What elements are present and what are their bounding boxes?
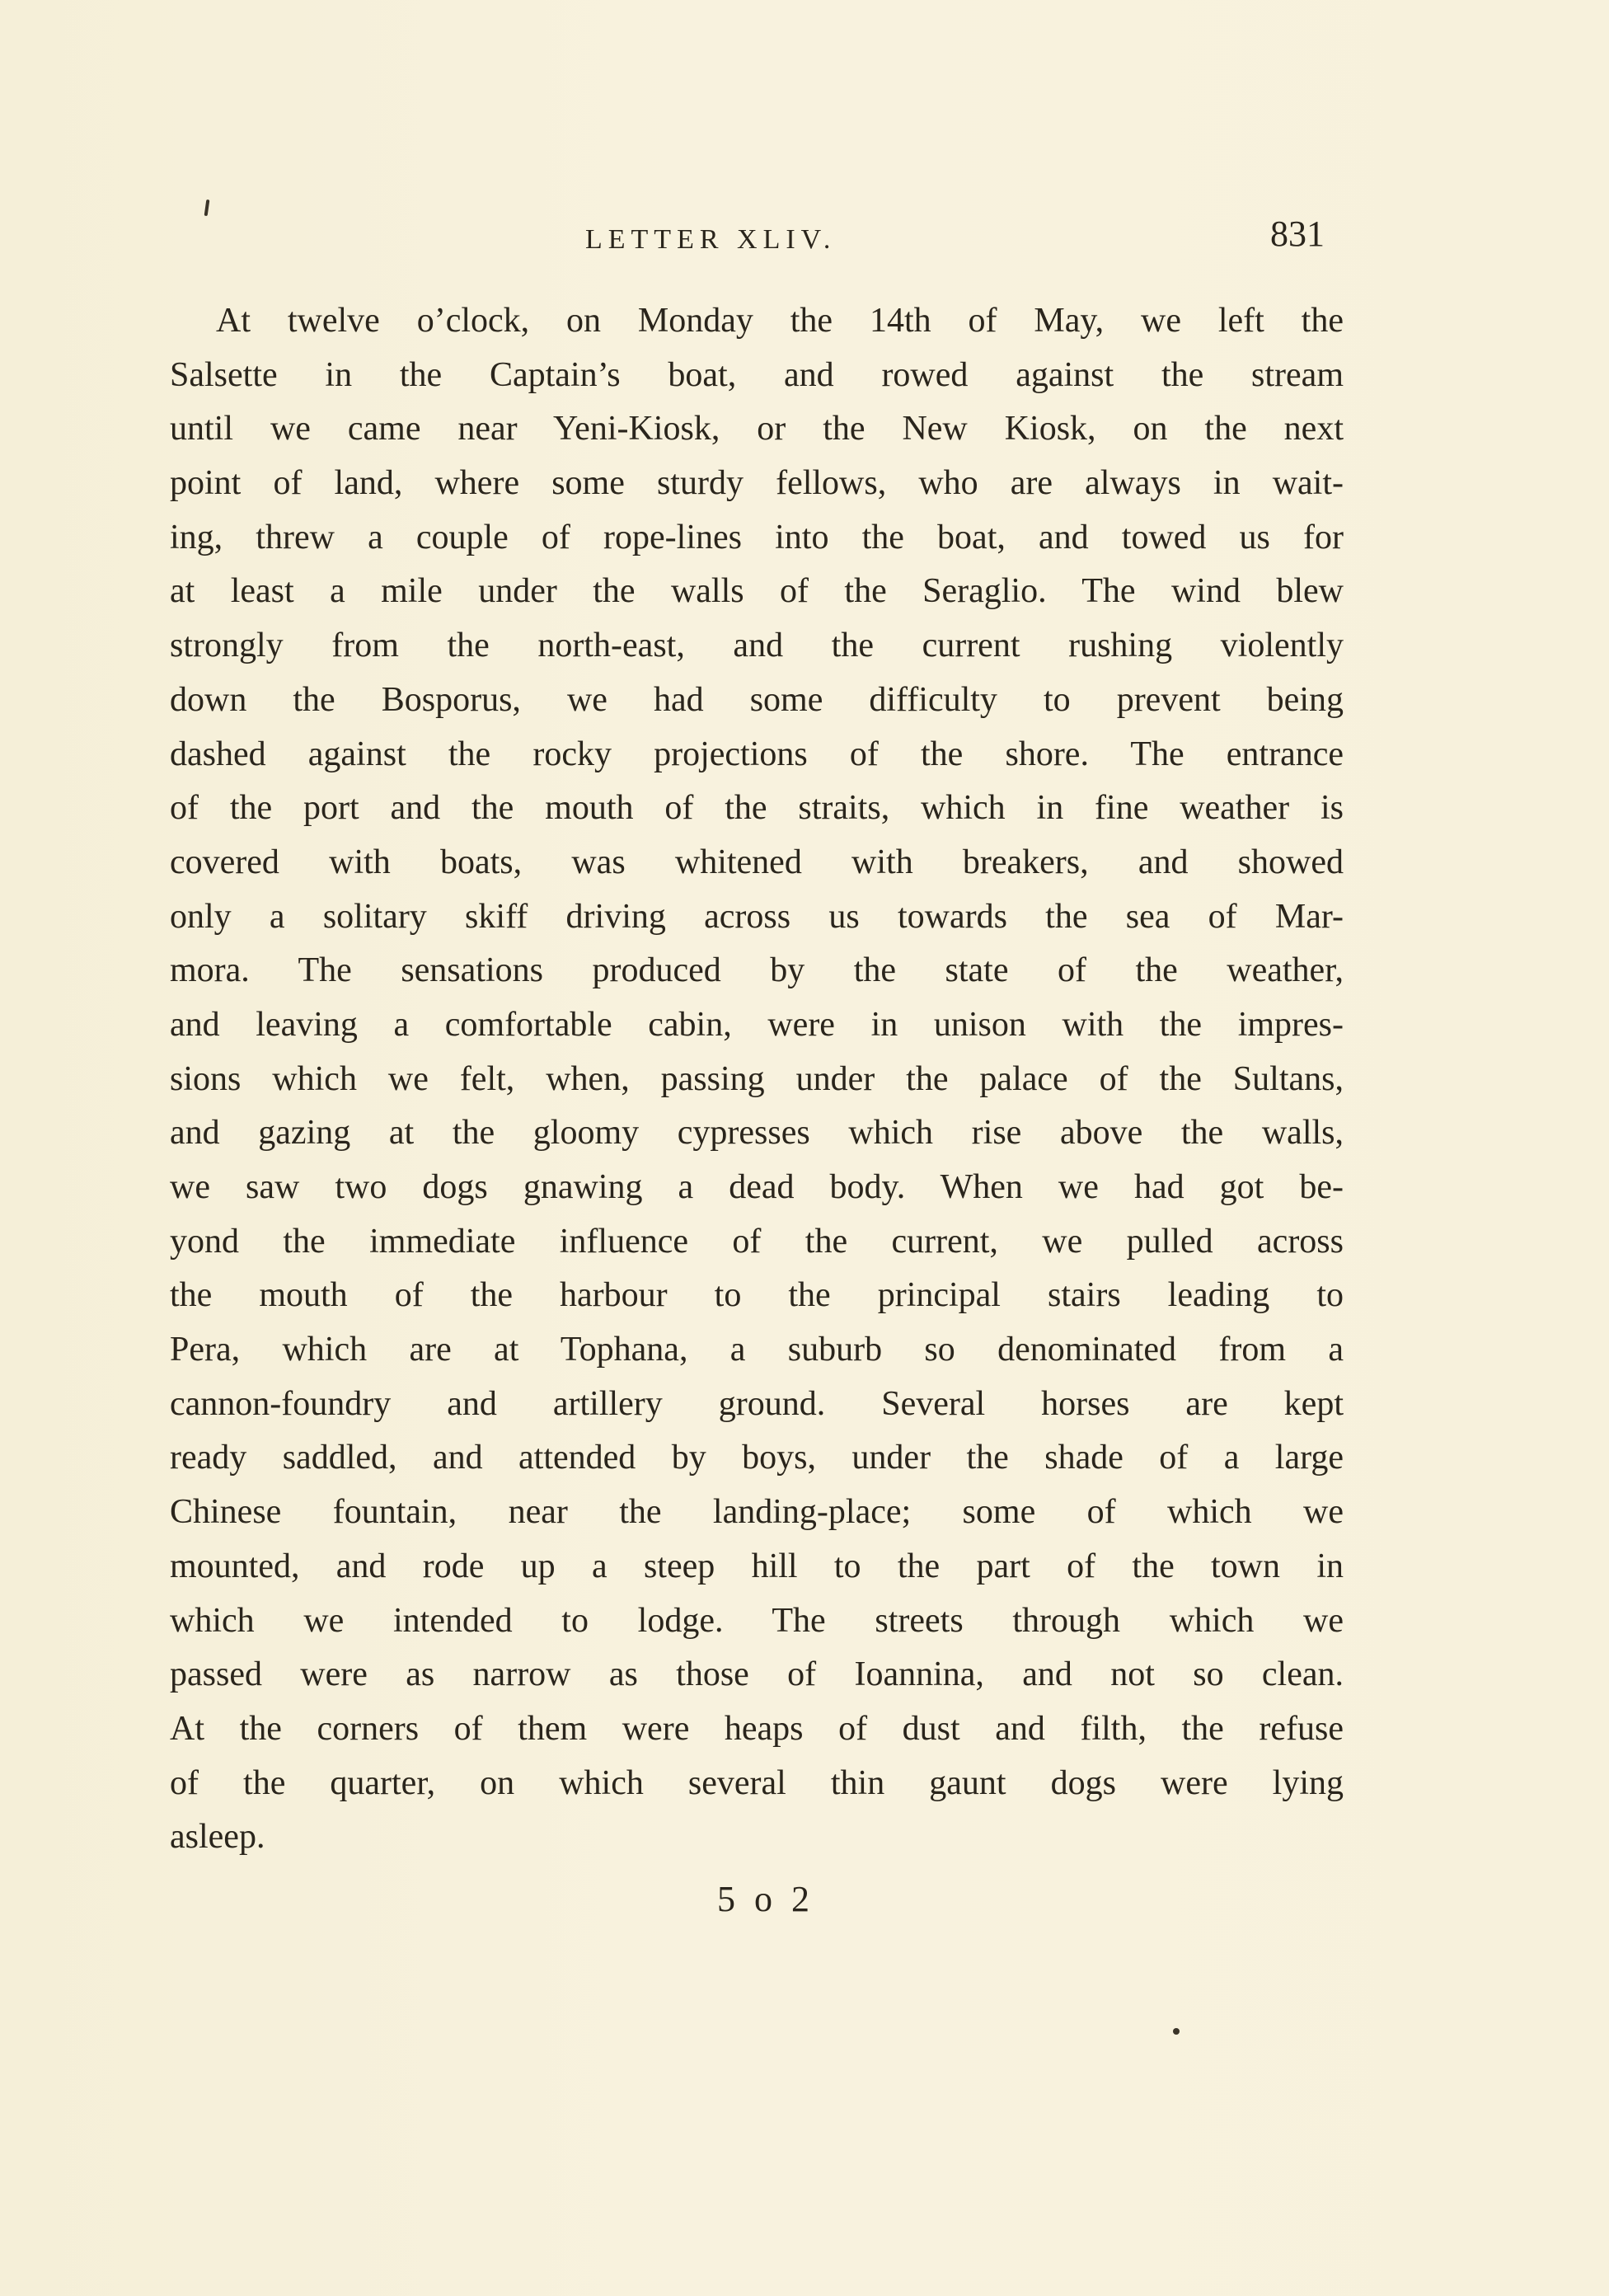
text-line-26: passed were as narrow as those of Ioannina, and not so clean. xyxy=(170,1655,1344,1694)
text-line-14: and leaving a comfortable cabin, were in unison with the impres- xyxy=(170,1005,1344,1044)
text-line-22: ready saddled, and attended by boys, under the shade of a large xyxy=(170,1439,1344,1477)
signature-mark: 5 o 2 xyxy=(717,1879,814,1919)
text-line-23: Chinese fountain, near the landing-place; some of which we xyxy=(170,1493,1344,1532)
running-head: LETTER XLIV. xyxy=(585,224,837,255)
text-line-6: at least a mile under the walls of the Seraglio. The wind blew xyxy=(170,572,1344,611)
printer-mark xyxy=(204,200,210,216)
text-line-9: dashed against the rocky projections of the shore. The entrance xyxy=(170,735,1344,773)
main-text xyxy=(170,294,1344,1865)
text-line-27: At the corners of them were heaps of dust and filth, the refuse xyxy=(170,1709,1344,1748)
text-line-1: At twelve o’clock, on Monday the 14th of May, we left the xyxy=(216,302,1344,340)
text-line-10: of the port and the mouth of the straits, which in fine weather is xyxy=(170,789,1344,828)
text-line-2: Salsette in the Captain’s boat, and rowed against the stream xyxy=(170,355,1344,394)
text-line-17: we saw two dogs gnawing a dead body. When we had got be- xyxy=(170,1168,1344,1206)
text-line-5: ing, threw a couple of rope-lines into the boat, and towed us for xyxy=(170,518,1344,556)
text-line-3: until we came near Yeni-Kiosk, or the New Kiosk, on the next xyxy=(170,410,1344,448)
paper-speck xyxy=(1173,2028,1180,2035)
text-line-7: strongly from the north-east, and the current rushing violently xyxy=(170,627,1344,665)
text-line-25: which we intended to lodge. The streets through which we xyxy=(170,1601,1344,1640)
text-line-18: yond the immediate influence of the current, we pulled across xyxy=(170,1222,1344,1261)
text-line-15: sions which we felt, when, passing under the palace of the Sultans, xyxy=(170,1059,1344,1098)
text-line-4: point of land, where some sturdy fellows, who are always in wait- xyxy=(170,464,1344,503)
page-number: 831 xyxy=(1270,214,1325,254)
text-line-20: Pera, which are at Tophana, a suburb so denominated from a xyxy=(170,1331,1344,1369)
text-line-29: asleep. xyxy=(170,1818,265,1857)
text-line-28: of the quarter, on which several thin gaunt dogs were lying xyxy=(170,1763,1344,1802)
text-line-8: down the Bosporus, we had some difficulty to prevent being xyxy=(170,680,1344,719)
text-line-19: the mouth of the harbour to the principal stairs leading to xyxy=(170,1276,1344,1315)
text-line-11: covered with boats, was whitened with breakers, and showed xyxy=(170,843,1344,881)
text-line-13: mora. The sensations produced by the state of the weather, xyxy=(170,951,1344,990)
text-line-21: cannon-foundry and artillery ground. Several horses are kept xyxy=(170,1384,1344,1423)
text-line-16: and gazing at the gloomy cypresses which rise above the walls, xyxy=(170,1114,1344,1153)
text-line-12: only a solitary skiff driving across us towards the sea of Mar- xyxy=(170,897,1344,936)
text-line-24: mounted, and rode up a steep hill to the part of the town in xyxy=(170,1547,1344,1585)
